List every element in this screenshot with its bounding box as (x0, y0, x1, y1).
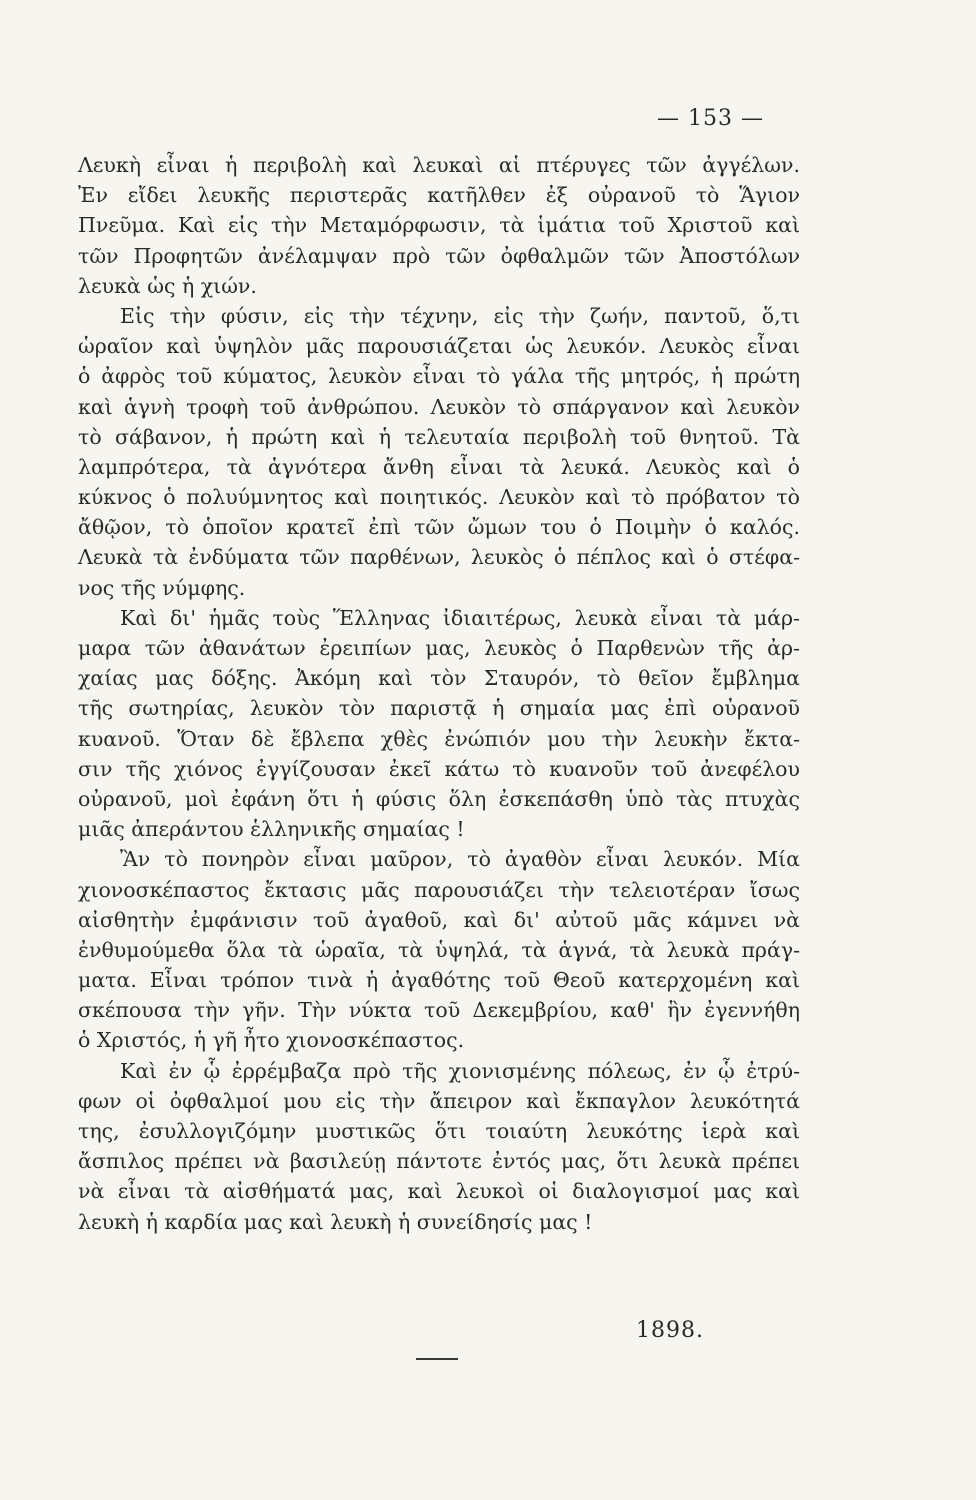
text-line: Πνεῦμα. Καὶ εἰς τὴν Μεταμόρφωσιν, τὰ ἱμάτια τοῦ Χριστοῦ καὶ (78, 213, 800, 238)
text-line: Ἐν εἴδει λευκῆς περιστερᾶς κατῆλθεν ἐξ οὐρανοῦ τὸ Ἅγιον (78, 183, 800, 208)
text-line: κύκνος ὁ πολυύμνητος καὶ ποιητικός. Λευκὸν καὶ τὸ πρόβατον τὸ (78, 485, 800, 510)
text-line: τῶν Προφητῶν ἀνέλαμψαν πρὸ τῶν ὀφθαλμῶν τῶν Ἀποστόλων (78, 243, 800, 268)
text-line: Ἂν τὸ πονηρὸν εἶναι μαῦρον, τὸ ἀγαθὸν εἶναι λευκόν. Μία (120, 847, 800, 872)
text-line: μαρα τῶν ἀθανάτων ἐρειπίων μας, λευκὸς ὁ Παρθενὼν τῆς ἀρ- (78, 636, 800, 660)
text-line: λευκὰ ὡς ἡ χιών. (78, 273, 257, 298)
text-line: Λευκὴ εἶναι ἡ περιβολὴ καὶ λευκαὶ αἱ πτέρυγες τῶν ἀγγέλων. (78, 153, 800, 177)
text-line: τῆς σωτηρίας, λευκὸν τὸν παριστᾷ ἡ σημαία μας ἐπὶ οὐρανοῦ (78, 696, 800, 721)
text-line: οὐρανοῦ, μοὶ ἐφάνη ὅτι ἡ φύσις ὅλη ἐσκεπάσθη ὑπὸ τὰς πτυχὰς (78, 786, 800, 811)
text-line: Καὶ ἐν ᾧ ἐρρέμβαζα πρὸ τῆς χιονισμένης πόλεως, ἐν ᾧ ἐτρύ- (120, 1058, 800, 1083)
text-line: Λευκὰ τὰ ἐνδύματα τῶν παρθένων, λευκὸς ὁ πέπλος καὶ ὁ στέφα- (78, 545, 800, 570)
text-line: ματα. Εἶναι τρόπον τινὰ ἡ ἀγαθότης τοῦ Θεοῦ κατερχομένη καὶ (78, 968, 800, 993)
text-line: χαίας μας δόξης. Ἀκόμη καὶ τὸν Σταυρόν, τὸ θεῖον ἔμβλημα (78, 666, 800, 691)
text-line: ὁ Χριστός, ἡ γῆ ἦτο χιονοσκέπαστος. (78, 1028, 465, 1053)
text-line: καὶ ἁγνὴ τροφὴ τοῦ ἀνθρώπου. Λευκὸν τὸ σπάργανον καὶ λευκὸν (78, 394, 800, 419)
text-line: ἐνθυμούμεθα ὅλα τὰ ὡραῖα, τὰ ὑψηλά, τὰ ἁγνά, τὰ λευκὰ πράγ- (78, 937, 800, 962)
text-line: σιν τῆς χιόνος ἐγγίζουσαν ἐκεῖ κάτω τὸ κυανοῦν τοῦ ἀνεφέλου (78, 756, 800, 781)
text-line: ἄθῷον, τὸ ὁποῖον κρατεῖ ἐπὶ τῶν ὤμων του ὁ Ποιμὴν ὁ καλός. (78, 515, 800, 540)
text-line: Καὶ δι' ἡμᾶς τοὺς Ἕλληνας ἰδιαιτέρως, λευκὰ εἶναι τὰ μάρ- (120, 605, 800, 630)
text-line: ὡραῖον καὶ ὑψηλὸν μᾶς παρουσιάζεται ὡς λευκόν. Λευκὸς εἶναι (78, 334, 800, 359)
text-line: αἰσθητὴν ἐμφάνισιν τοῦ ἀγαθοῦ, καὶ δι' αὐτοῦ μᾶς κάμνει νὰ (78, 907, 800, 932)
text-line: μιᾶς ἀπεράντου ἑλληνικῆς σημαίας ! (78, 817, 465, 842)
text-line: τὸ σάβανον, ἡ πρώτη καὶ ἡ τελευταία περιβολὴ τοῦ θνητοῦ. Τὰ (78, 424, 800, 449)
text-line: σκέπουσα τὴν γῆν. Τὴν νύκτα τοῦ Δεκεμβρίου, καθ' ἣν ἐγεννήθη (78, 998, 800, 1023)
text-line: χιονοσκέπαστος ἔκτασις μᾶς παρουσιάζει τὴν τελειοτέραν ἴσως (78, 877, 800, 902)
text-line: της, ἐσυλλογιζόμην μυστικῶς ὅτι τοιαύτη λευκότης ἱερὰ καὶ (78, 1119, 800, 1143)
date-signature: 1898. (636, 1318, 704, 1343)
text-line: ἄσπιλος πρέπει νὰ βασιλεύῃ πάντοτε ἐντός μας, ὅτι λευκὰ πρέπει (78, 1149, 800, 1174)
text-line: Εἰς τὴν φύσιν, εἰς τὴν τέχνην, εἰς τὴν ζωήν, παντοῦ, ὅ,τι (120, 303, 800, 328)
ornamental-rule (416, 1358, 458, 1360)
text-line: κυανοῦ. Ὅταν δὲ ἔβλεπα χθὲς ἐνώπιόν μου τὴν λευκὴν ἔκτα- (78, 726, 800, 751)
text-line: νος τῆς νύμφης. (78, 575, 246, 600)
text-line: ὁ ἀφρὸς τοῦ κύματος, λευκὸν εἶναι τὸ γάλα τῆς μητρός, ἡ πρώτη (78, 364, 800, 389)
page-number: — 153 — (657, 106, 764, 131)
text-line: λευκὴ ἡ καρδία μας καὶ λευκὴ ἡ συνείδησίς μας ! (78, 1209, 593, 1234)
text-line: λαμπρότερα, τὰ ἁγνότερα ἄνθη εἶναι τὰ λευκά. Λευκὸς καὶ ὁ (78, 454, 800, 479)
body-text (78, 150, 800, 1237)
text-line: νὰ εἶναι τὰ αἰσθήματά μας, καὶ λευκοὶ οἱ διαλογισμοί μας καὶ (78, 1179, 800, 1204)
text-line: φων οἱ ὀφθαλμοί μου εἰς τὴν ἄπειρον καὶ ἔκπαγλον λευκότητά (78, 1088, 800, 1113)
